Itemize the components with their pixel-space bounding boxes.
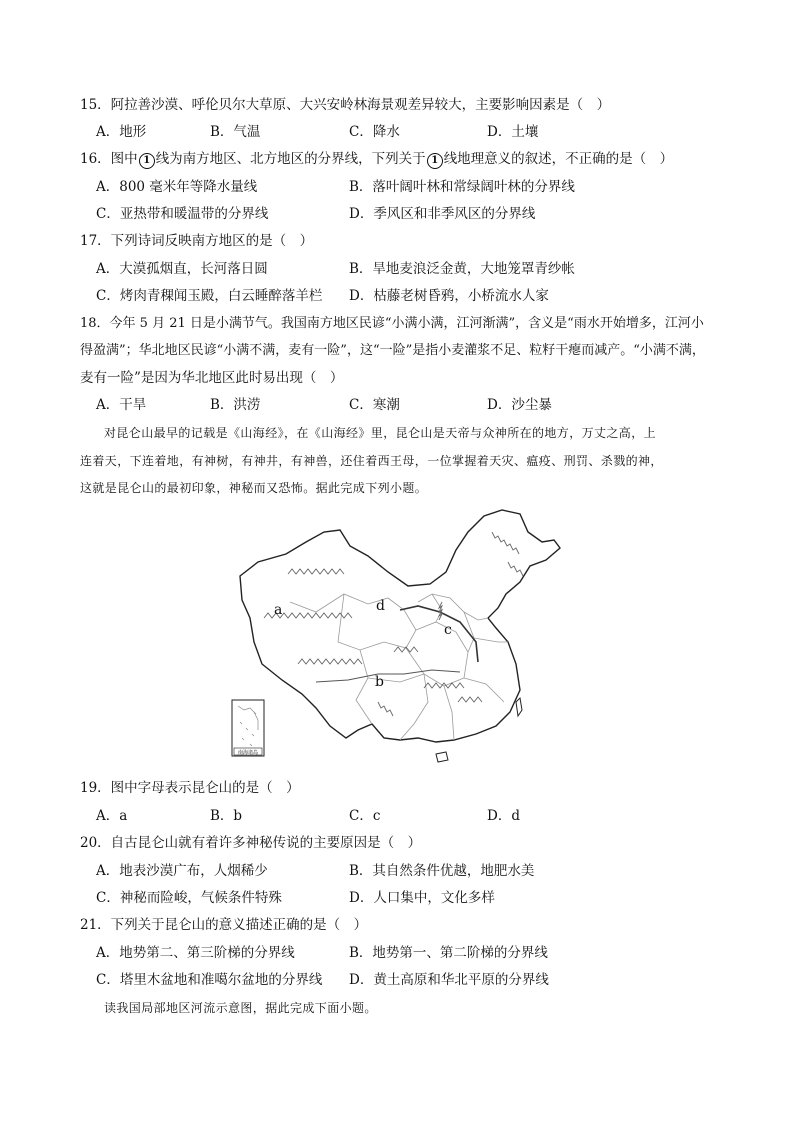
- map-label-d: d: [376, 598, 385, 614]
- q20-option-c: C．神秘而险峻，气候条件特殊: [96, 890, 282, 906]
- q19-option-b: B．b: [210, 808, 243, 824]
- q21-option-d: D．黄土高原和华北平原的分界线: [349, 972, 549, 988]
- hainan-island: [436, 752, 448, 762]
- q16-stem-part-b: 线为南方地区、北方地区的分界线，下列关于: [155, 151, 426, 167]
- question-18-line-3: 麦有一险”是因为华北地区此时易出现（ ）: [80, 370, 344, 386]
- q21-option-c: C．塔里木盆地和准噶尔盆地的分界线: [96, 972, 323, 988]
- china-outline: [240, 510, 560, 742]
- question-16-stem: [80, 149, 673, 169]
- q19-option-c: C．c: [349, 808, 381, 824]
- south-china-sea-inset: [232, 700, 264, 756]
- q16-option-b: B．落叶阔叶林和常绿阔叶林的分界线: [349, 179, 575, 195]
- q16-stem-part-a: 16．图中: [80, 151, 138, 167]
- q16-option-a: A．800 毫米年等降水量线: [96, 179, 258, 195]
- question-17-stem: 17．下列诗词反映南方地区的是（ ）: [80, 233, 314, 249]
- question-15-stem: 15．阿拉善沙漠、呼伦贝尔大草原、大兴安岭林海景观差异较大，主要影响因素是（ ）: [80, 97, 611, 113]
- china-map: [228, 502, 563, 772]
- question-18-line-1: 18．今年 5 月 21 日是小满节气。我国南方地区民谚“小满小满，江河渐满”，含义是“雨水开始增多，江河小: [80, 316, 704, 331]
- q19-option-a: A．a: [96, 808, 128, 824]
- q19-option-d: D．d: [487, 808, 520, 824]
- q15-option-d: D．土壤: [487, 124, 539, 140]
- q15-option-b: B．气温: [210, 124, 261, 140]
- kunlun-passage-line-1: 对昆仑山最早的记载是《山海经》，在《山海经》里，昆仑山是天帝与众神所在的地方，万丈之高，上: [104, 426, 657, 440]
- map-label-b: b: [375, 674, 384, 690]
- q21-option-a: A．地势第二、第三阶梯的分界线: [96, 945, 295, 961]
- q17-option-a: A．大漠孤烟直，长河落日圆: [96, 261, 268, 277]
- river-passage: 读我国局部地区河流示意图，据此完成下面小题。: [104, 1001, 377, 1015]
- q16-stem-part-c: 线地理意义的叙述，不正确的是（ ）: [443, 151, 674, 167]
- q15-option-a: A．地形: [96, 124, 147, 140]
- question-21-stem: 21．下列关于昆仑山的意义描述正确的是（ ）: [80, 917, 368, 933]
- circled-number-1: 1: [427, 153, 443, 169]
- circled-number-1: 1: [139, 153, 155, 169]
- q21-option-b: B．地势第一、第二阶梯的分界线: [349, 945, 548, 961]
- q16-option-c: C．亚热带和暖温带的分界线: [96, 206, 269, 222]
- map-label-a: a: [274, 602, 283, 618]
- q18-option-b: B．洪涝: [210, 397, 261, 413]
- kunlun-passage-line-2: 连着天，下连着地，有神树，有神井，有神兽，还住着西王母，一位掌握着天灾、瘟疫、刑罚、杀戮的神，: [80, 454, 663, 468]
- q20-option-b: B．其自然条件优越，地肥水美: [349, 863, 535, 879]
- kunlun-passage-line-3: 这就是昆仑山的最初印象，神秘而又恐怖。据此完成下列小题。: [80, 481, 428, 495]
- q20-option-a: A．地表沙漠广布，人烟稀少: [96, 863, 268, 879]
- q15-option-c: C．降水: [349, 124, 400, 140]
- q18-option-d: D．沙尘暴: [487, 397, 552, 413]
- question-20-stem: 20．自古昆仑山就有着许多神秘传说的主要原因是（ ）: [80, 835, 422, 851]
- q17-option-b: B．旱地麦浪泛金黄，大地笼罩青纱帐: [349, 261, 575, 277]
- q17-option-c: C．烤肉青稞闻玉殿，白云睡醉落羊栏: [96, 288, 323, 304]
- q16-option-d: D．季风区和非季风区的分界线: [349, 206, 536, 222]
- q18-option-c: C．寒潮: [349, 397, 400, 413]
- map-label-c: c: [444, 622, 452, 638]
- q17-option-d: D．枯藤老树昏鸦，小桥流水人家: [349, 288, 549, 304]
- question-19-stem: 19．图中字母表示昆仑山的是（ ）: [80, 780, 300, 796]
- q20-option-d: D．人口集中，文化多样: [349, 890, 495, 906]
- q18-option-a: A．干旱: [96, 397, 147, 413]
- china-map-figure: [228, 502, 563, 772]
- question-18-line-2: 得盈满”；华北地区民谚“小满不满，麦有一险”，这“一险”是指小麦灌浆不足、粒籽干瘪而减产。“小满不满，: [80, 343, 705, 358]
- inset-caption: 南海诸岛: [237, 750, 259, 756]
- taiwan-island: [516, 698, 522, 716]
